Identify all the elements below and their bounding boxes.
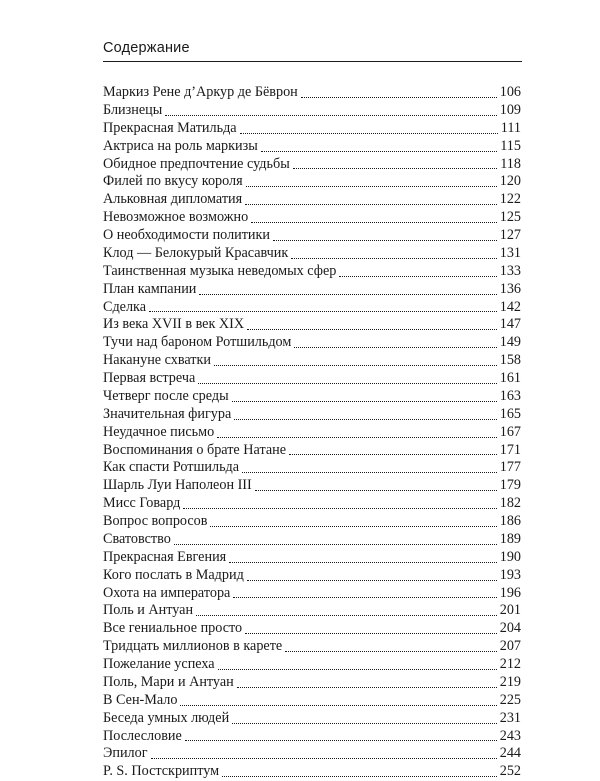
toc-entry-page-number: 252 bbox=[499, 763, 521, 780]
toc-entry bbox=[103, 370, 521, 388]
toc-entry-page-number: 133 bbox=[499, 262, 521, 279]
toc-entry-page-number: 109 bbox=[499, 101, 521, 118]
toc-entry bbox=[103, 84, 521, 102]
toc-entry-title: План кампании bbox=[103, 280, 197, 297]
toc-entry-title: Клод — Белокурый Красавчик bbox=[103, 244, 289, 261]
toc-entry-page-number: 212 bbox=[499, 656, 521, 672]
toc-entry bbox=[103, 299, 521, 317]
toc-dot-leader bbox=[233, 597, 496, 598]
toc-entry-title: О необходимости политики bbox=[103, 227, 271, 243]
table-of-contents bbox=[103, 84, 521, 781]
header-rule bbox=[103, 61, 522, 62]
toc-entry bbox=[103, 728, 521, 746]
toc-dot-leader bbox=[237, 687, 497, 688]
toc-entry-page-number: 127 bbox=[499, 227, 521, 243]
toc-dot-leader bbox=[149, 311, 497, 312]
toc-dot-leader bbox=[247, 329, 497, 330]
toc-entry-page-number: 204 bbox=[499, 620, 521, 637]
toc-entry bbox=[103, 120, 521, 138]
toc-dot-leader bbox=[240, 133, 498, 134]
toc-dot-leader bbox=[151, 758, 497, 759]
toc-entry bbox=[103, 495, 521, 513]
toc-dot-leader bbox=[165, 115, 496, 116]
toc-entry bbox=[103, 102, 521, 120]
toc-entry-title: Охота на императора bbox=[103, 584, 231, 601]
toc-entry bbox=[103, 191, 521, 209]
toc-dot-leader bbox=[217, 437, 497, 438]
toc-entry-page-number: 118 bbox=[500, 155, 521, 172]
toc-entry-title: Вопрос вопросов bbox=[103, 513, 208, 529]
toc-entry-page-number: 149 bbox=[499, 334, 521, 351]
toc-entry-title: Актриса на роль маркизы bbox=[103, 137, 258, 154]
toc-entry bbox=[103, 156, 521, 174]
toc-entry bbox=[103, 459, 521, 477]
toc-entry-page-number: 122 bbox=[499, 191, 521, 208]
toc-dot-leader bbox=[196, 615, 497, 616]
toc-entry bbox=[103, 477, 521, 495]
toc-entry-page-number: 158 bbox=[499, 352, 521, 369]
toc-dot-leader bbox=[232, 723, 497, 724]
toc-dot-leader bbox=[291, 258, 496, 259]
toc-entry-title: Кого послать в Мадрид bbox=[103, 566, 244, 583]
toc-entry bbox=[103, 745, 521, 763]
toc-entry-page-number: 244 bbox=[499, 745, 521, 762]
toc-dot-leader bbox=[339, 276, 496, 277]
toc-dot-leader bbox=[273, 240, 497, 241]
toc-entry-title: Послесловие bbox=[103, 727, 182, 744]
toc-entry-page-number: 111 bbox=[500, 119, 521, 136]
toc-entry bbox=[103, 209, 521, 227]
toc-entry-page-number: 167 bbox=[499, 423, 521, 440]
toc-entry-title: P. S. Постскриптум bbox=[103, 763, 220, 780]
toc-entry bbox=[103, 245, 521, 263]
toc-dot-leader bbox=[183, 508, 496, 509]
toc-dot-leader bbox=[293, 168, 498, 169]
toc-entry-page-number: 201 bbox=[499, 602, 521, 619]
toc-dot-leader bbox=[174, 544, 497, 545]
toc-entry-page-number: 136 bbox=[499, 280, 521, 297]
toc-entry-title: Неудачное письмо bbox=[103, 423, 215, 440]
toc-entry-title: Накануне схватки bbox=[103, 352, 211, 369]
toc-entry-title: Близнецы bbox=[103, 101, 163, 118]
toc-entry-title: Альковная дипломатия bbox=[103, 191, 243, 208]
toc-entry-page-number: 106 bbox=[499, 84, 521, 100]
toc-dot-leader bbox=[214, 365, 497, 366]
toc-entry bbox=[103, 692, 521, 710]
toc-entry bbox=[103, 513, 521, 531]
toc-entry-title: Беседа умных людей bbox=[103, 709, 230, 726]
toc-entry-title: Прекрасная Евгения bbox=[103, 548, 227, 565]
toc-entry bbox=[103, 138, 521, 156]
toc-entry-page-number: 196 bbox=[499, 584, 521, 601]
toc-entry bbox=[103, 388, 521, 406]
toc-entry-title: Филей по вкусу короля bbox=[103, 173, 243, 190]
toc-entry-title: Сделка bbox=[103, 298, 147, 315]
toc-dot-leader bbox=[245, 204, 497, 205]
toc-dot-leader bbox=[198, 383, 496, 384]
toc-entry-title: Из века XVII в век XIX bbox=[103, 316, 245, 333]
toc-entry-title: В Сен-Мало bbox=[103, 691, 178, 708]
toc-entry bbox=[103, 173, 521, 191]
toc-dot-leader bbox=[246, 186, 497, 187]
toc-entry bbox=[103, 334, 521, 352]
toc-dot-leader bbox=[218, 669, 497, 670]
toc-entry-page-number: 231 bbox=[499, 709, 521, 726]
toc-entry bbox=[103, 656, 521, 674]
toc-entry bbox=[103, 352, 521, 370]
toc-entry-page-number: 120 bbox=[499, 173, 521, 190]
toc-entry-title: Как спасти Ротшильда bbox=[103, 459, 240, 476]
toc-entry-title: Тридцать миллионов в карете bbox=[103, 638, 283, 655]
toc-entry-page-number: 171 bbox=[499, 441, 521, 458]
toc-dot-leader bbox=[285, 651, 496, 652]
toc-entry-page-number: 177 bbox=[499, 459, 521, 476]
toc-entry-page-number: 186 bbox=[499, 513, 521, 529]
toc-entry-title: Значительная фигура bbox=[103, 405, 232, 422]
toc-entry-page-number: 147 bbox=[499, 316, 521, 333]
toc-entry bbox=[103, 602, 521, 620]
toc-entry-title: Первая встреча bbox=[103, 370, 196, 386]
toc-entry bbox=[103, 567, 521, 585]
toc-entry bbox=[103, 263, 521, 281]
toc-entry bbox=[103, 227, 521, 245]
running-head: Содержание bbox=[103, 40, 190, 56]
toc-entry-title: Четверг после среды bbox=[103, 387, 229, 404]
toc-dot-leader bbox=[199, 294, 496, 295]
toc-entry bbox=[103, 638, 521, 656]
toc-dot-leader bbox=[301, 97, 497, 98]
toc-entry-title: Мисс Говард bbox=[103, 495, 181, 512]
toc-entry-page-number: 207 bbox=[499, 638, 521, 655]
toc-entry-title: Эпилог bbox=[103, 745, 148, 762]
toc-entry-title: Маркиз Рене д’Аркур де Бёврон bbox=[103, 84, 298, 100]
toc-dot-leader bbox=[245, 633, 497, 634]
toc-entry bbox=[103, 424, 521, 442]
toc-entry-page-number: 190 bbox=[499, 548, 521, 565]
toc-entry-page-number: 243 bbox=[499, 727, 521, 744]
toc-entry-page-number: 115 bbox=[500, 137, 521, 154]
toc-dot-leader bbox=[185, 740, 497, 741]
toc-entry-page-number: 225 bbox=[499, 691, 521, 708]
toc-entry-title: Пожелание успеха bbox=[103, 656, 215, 672]
toc-entry-page-number: 189 bbox=[499, 530, 521, 547]
toc-dot-leader bbox=[229, 562, 497, 563]
toc-dot-leader bbox=[255, 490, 497, 491]
toc-entry bbox=[103, 585, 521, 603]
toc-entry bbox=[103, 281, 521, 299]
toc-entry bbox=[103, 442, 521, 460]
toc-entry-title: Поль и Антуан bbox=[103, 602, 194, 619]
toc-entry-page-number: 179 bbox=[499, 477, 521, 494]
toc-entry-title: Сватовство bbox=[103, 530, 171, 547]
toc-entry-page-number: 165 bbox=[499, 405, 521, 422]
toc-entry bbox=[103, 549, 521, 567]
toc-entry bbox=[103, 531, 521, 549]
toc-entry-title: Шарль Луи Наполеон III bbox=[103, 477, 252, 494]
toc-entry-page-number: 163 bbox=[499, 387, 521, 404]
toc-dot-leader bbox=[232, 401, 497, 402]
toc-dot-leader bbox=[251, 222, 497, 223]
toc-dot-leader bbox=[294, 347, 496, 348]
toc-entry-page-number: 142 bbox=[499, 298, 521, 315]
toc-entry-title: Поль, Мари и Антуан bbox=[103, 673, 234, 690]
toc-entry-title: Обидное предпочтение судьбы bbox=[103, 155, 290, 172]
toc-dot-leader bbox=[210, 526, 496, 527]
toc-entry bbox=[103, 763, 521, 781]
toc-dot-leader bbox=[261, 151, 497, 152]
toc-entry-page-number: 131 bbox=[499, 244, 521, 261]
toc-entry bbox=[103, 406, 521, 424]
toc-entry-title: Тучи над бароном Ротшильдом bbox=[103, 334, 292, 351]
toc-entry bbox=[103, 674, 521, 692]
toc-entry-title: Воспоминания о брате Натане bbox=[103, 441, 287, 458]
toc-dot-leader bbox=[247, 580, 497, 581]
toc-entry-page-number: 161 bbox=[499, 370, 521, 386]
toc-dot-leader bbox=[289, 454, 497, 455]
toc-entry bbox=[103, 710, 521, 728]
toc-entry-title: Таинственная музыка неведомых сфер bbox=[103, 262, 337, 279]
toc-dot-leader bbox=[234, 419, 496, 420]
toc-entry-page-number: 193 bbox=[499, 566, 521, 583]
toc-entry-page-number: 125 bbox=[499, 209, 521, 226]
toc-dot-leader bbox=[242, 472, 497, 473]
toc-entry bbox=[103, 620, 521, 638]
toc-entry-title: Прекрасная Матильда bbox=[103, 119, 237, 136]
toc-entry-title: Невозможное возможно bbox=[103, 209, 249, 226]
toc-dot-leader bbox=[180, 705, 496, 706]
toc-entry-title: Все гениальное просто bbox=[103, 620, 243, 637]
toc-entry-page-number: 182 bbox=[499, 495, 521, 512]
toc-dot-leader bbox=[222, 776, 497, 777]
toc-entry-page-number: 219 bbox=[499, 673, 521, 690]
toc-entry bbox=[103, 316, 521, 334]
